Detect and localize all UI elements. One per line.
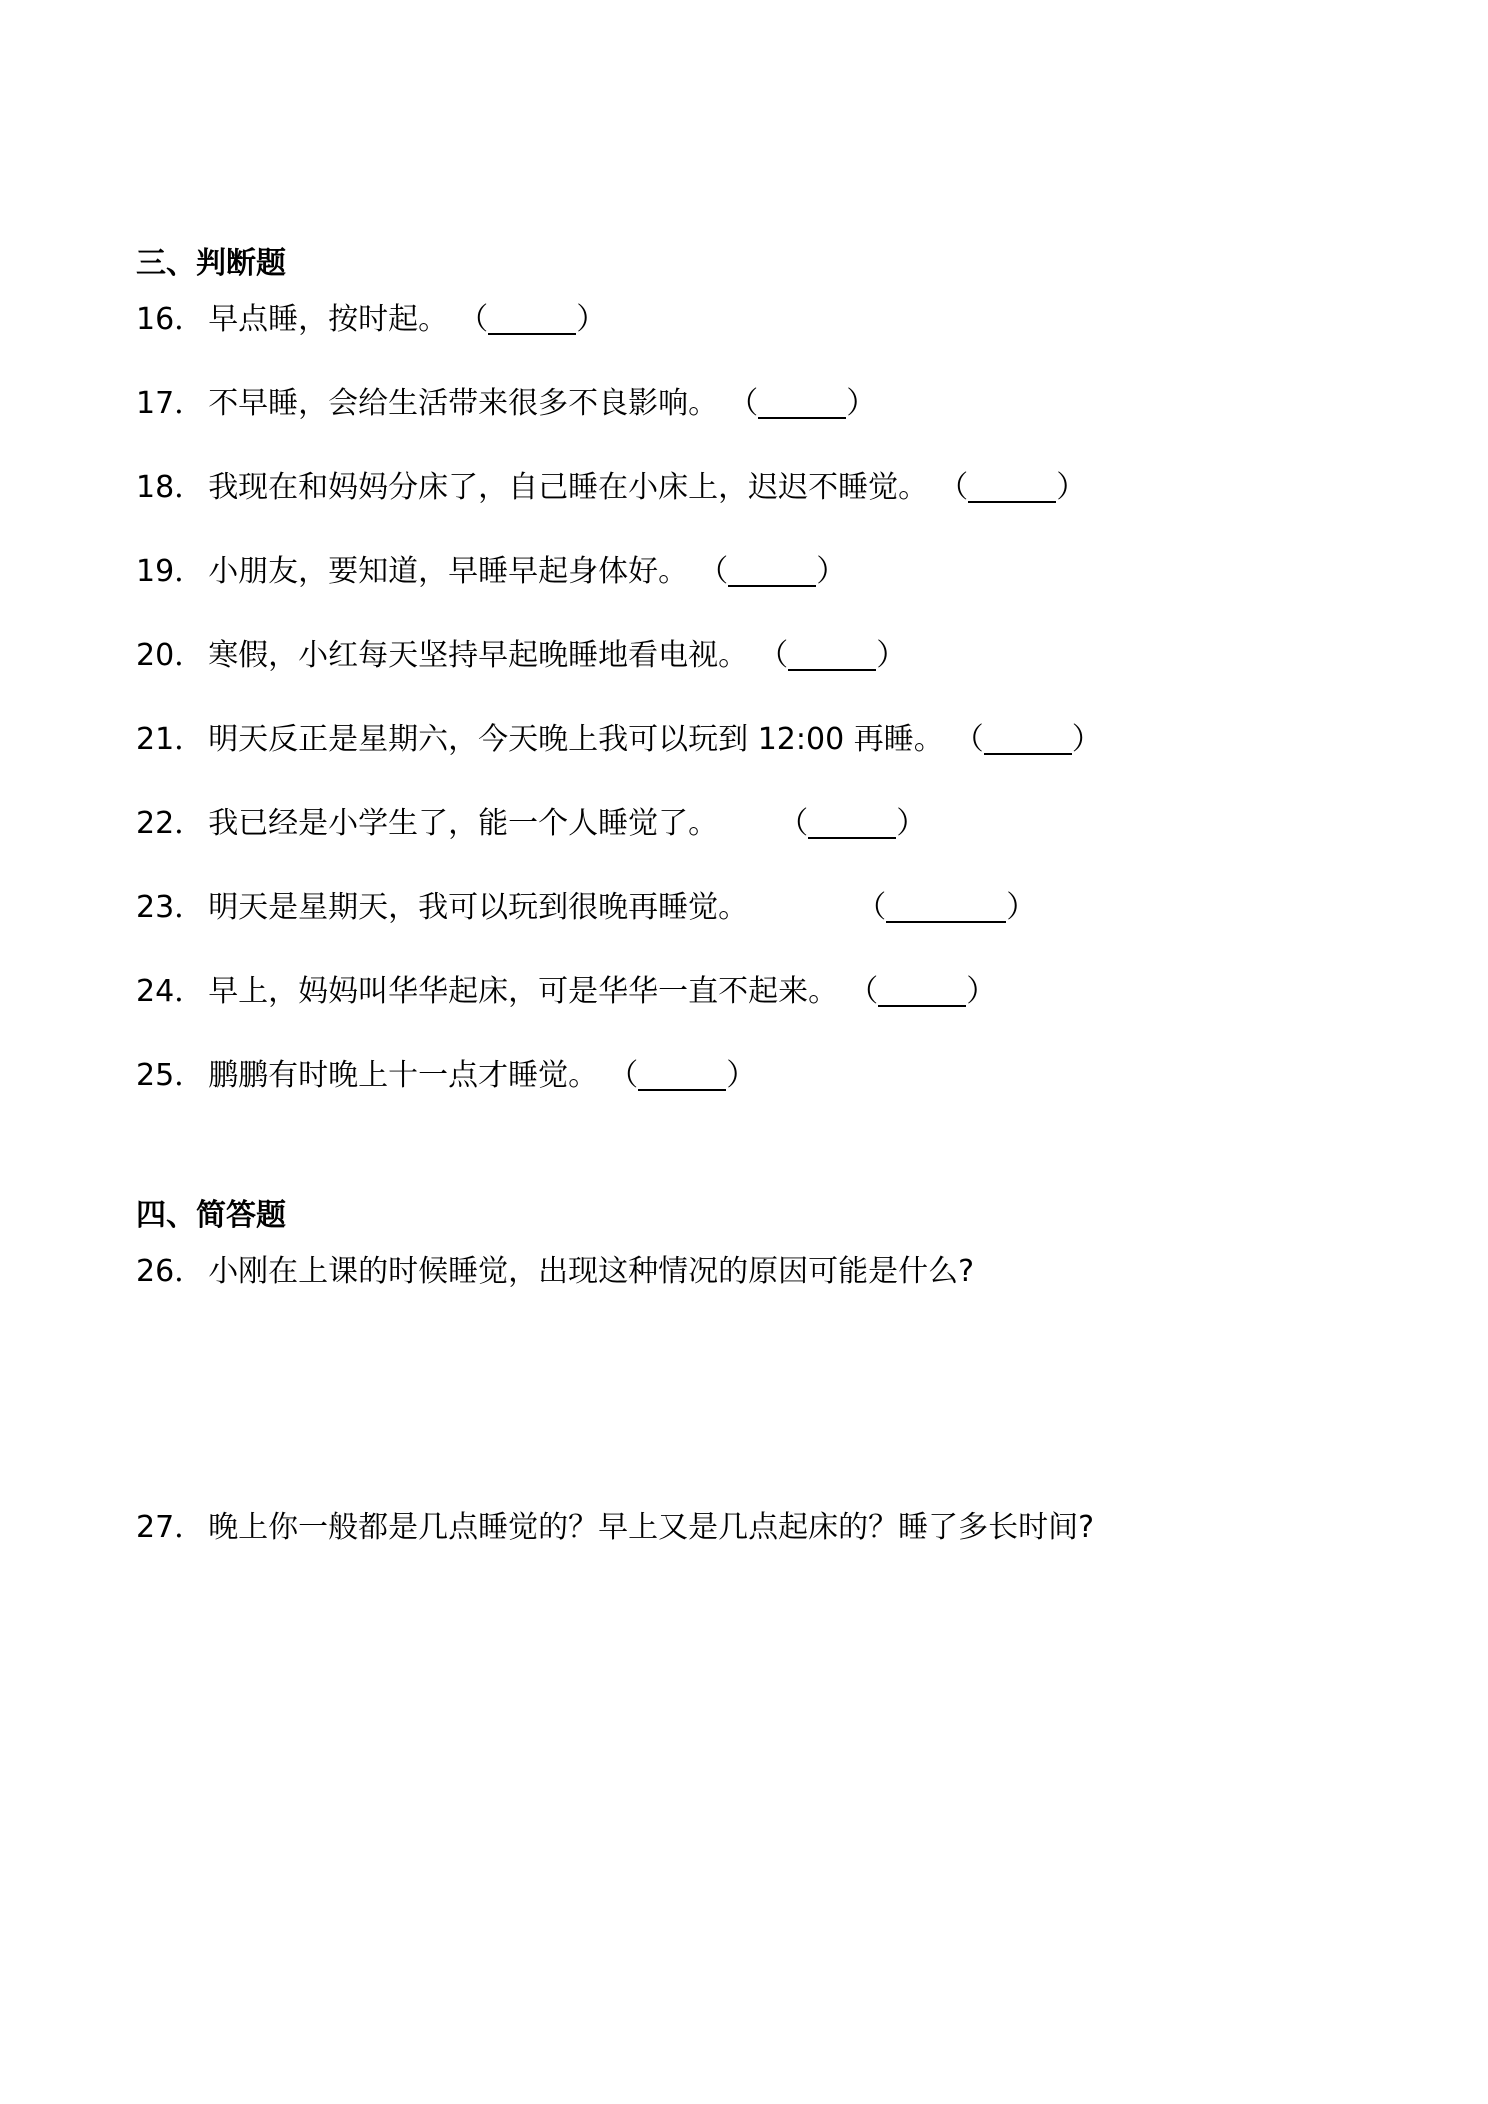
question-18 <box>136 468 1086 508</box>
question-text: 不早睡，会给生活带来很多不良影响。 <box>208 386 719 421</box>
answer-paren-open: （ <box>778 806 809 841</box>
question-separator: ． <box>174 470 205 505</box>
question-27 <box>136 1508 1094 1548</box>
section-title-judgment: 三、判断题 <box>136 246 286 281</box>
answer-blank[interactable] <box>968 473 1056 503</box>
question-text: 我现在和妈妈分床了，自己睡在小床上，迟迟不睡觉。 <box>208 470 929 505</box>
question-text: 明天是星期天，我可以玩到很晚再睡觉。 <box>208 890 749 925</box>
question-text: 鹏鹏有时晚上十一点才睡觉。 <box>208 1058 599 1093</box>
question-22 <box>136 804 926 844</box>
question-number: 25 <box>136 1058 175 1093</box>
question-text: 小朋友，要知道，早睡早起身体好。 <box>208 554 689 589</box>
question-separator: ． <box>174 806 205 841</box>
answer-paren-close: ） <box>816 554 847 589</box>
question-25 <box>136 1056 756 1096</box>
question-number: 26 <box>136 1254 175 1289</box>
answer-paren-open: （ <box>728 386 759 421</box>
section-title-short-answer: 四、简答题 <box>136 1198 286 1233</box>
question-number: 27 <box>136 1510 175 1545</box>
question-separator: ． <box>174 974 205 1009</box>
question-separator: ． <box>174 302 205 337</box>
answer-blank[interactable] <box>878 977 966 1007</box>
answer-blank[interactable] <box>788 641 876 671</box>
question-separator: ． <box>174 890 205 925</box>
answer-blank[interactable] <box>488 305 576 335</box>
answer-paren-open: （ <box>938 470 969 505</box>
question-number: 24 <box>136 974 175 1009</box>
question-text: 我已经是小学生了，能一个人睡觉了。 <box>208 806 719 841</box>
question-16 <box>136 300 606 340</box>
answer-paren-close: ） <box>846 386 877 421</box>
question-separator: ． <box>174 722 205 757</box>
question-text: 早点睡，按时起。 <box>208 302 449 337</box>
question-17 <box>136 384 876 424</box>
question-separator: ． <box>174 1058 205 1093</box>
question-separator: ． <box>174 554 205 589</box>
question-separator: ． <box>174 638 205 673</box>
answer-blank[interactable] <box>728 557 816 587</box>
question-separator: ． <box>174 1254 205 1289</box>
answer-paren-open: （ <box>856 890 887 925</box>
answer-paren-close: ） <box>1056 470 1087 505</box>
answer-paren-close: ） <box>1071 722 1102 757</box>
answer-paren-open: （ <box>953 722 984 757</box>
answer-paren-close: ） <box>726 1058 757 1093</box>
answer-blank[interactable] <box>638 1061 726 1091</box>
answer-blank[interactable] <box>984 725 1072 755</box>
answer-paren-close: ） <box>576 302 607 337</box>
answer-paren-open: （ <box>758 638 789 673</box>
question-number: 19 <box>136 554 175 589</box>
question-number: 21 <box>136 722 175 757</box>
question-19 <box>136 552 846 592</box>
answer-paren-close: ） <box>966 974 997 1009</box>
answer-paren-open: （ <box>608 1058 639 1093</box>
answer-paren-close: ） <box>876 638 907 673</box>
question-21 <box>136 720 1102 760</box>
question-text: 小刚在上课的时候睡觉，出现这种情况的原因可能是什么? <box>208 1254 975 1289</box>
question-separator: ． <box>174 386 205 421</box>
question-number: 18 <box>136 470 175 505</box>
answer-paren-close: ） <box>896 806 927 841</box>
answer-paren-open: （ <box>458 302 489 337</box>
answer-blank[interactable] <box>758 389 846 419</box>
question-23 <box>136 888 1036 928</box>
question-number: 22 <box>136 806 175 841</box>
question-text: 早上，妈妈叫华华起床，可是华华一直不起来。 <box>208 974 839 1009</box>
question-24 <box>136 972 996 1012</box>
answer-blank[interactable] <box>886 893 1006 923</box>
question-number: 16 <box>136 302 175 337</box>
question-20 <box>136 636 906 676</box>
answer-blank[interactable] <box>808 809 896 839</box>
answer-paren-open: （ <box>698 554 729 589</box>
answer-paren-open: （ <box>848 974 879 1009</box>
question-26 <box>136 1252 974 1292</box>
question-number: 23 <box>136 890 175 925</box>
question-number: 17 <box>136 386 175 421</box>
question-text: 明天反正是星期六，今天晚上我可以玩到 12:00 再睡。 <box>208 722 944 757</box>
question-text: 寒假，小红每天坚持早起晚睡地看电视。 <box>208 638 749 673</box>
question-separator: ． <box>174 1510 205 1545</box>
answer-paren-close: ） <box>1006 890 1037 925</box>
question-number: 20 <box>136 638 175 673</box>
question-text: 晚上你一般都是几点睡觉的？早上又是几点起床的？睡了多长时间? <box>208 1510 1095 1545</box>
